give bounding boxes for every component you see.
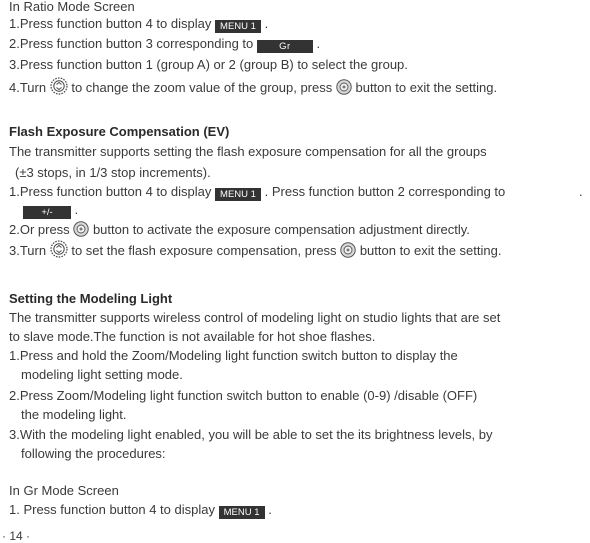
ratio-step-1 xyxy=(9,16,268,33)
modeling-desc-1: The transmitter supports wireless control of modeling light on studio lights that are set xyxy=(9,310,501,325)
menu-1-chip: MENU 1 xyxy=(215,188,261,201)
flash-step-3 xyxy=(9,240,501,262)
step-text: . xyxy=(579,184,583,199)
step-text: 2.Press function button 3 corresponding to xyxy=(9,36,254,51)
ratio-step-2 xyxy=(9,36,320,53)
modeling-light-title: Setting the Modeling Light xyxy=(9,291,173,306)
ratio-step-4 xyxy=(9,77,497,99)
gr-chip: Gr xyxy=(257,40,313,53)
dial-icon xyxy=(50,77,68,99)
ratio-mode-title: In Ratio Mode Screen xyxy=(9,0,135,14)
step-text: . xyxy=(268,502,272,517)
modeling-step-3: 3.With the modeling light enabled, you will be able to set the its brightness levels, by xyxy=(9,427,493,442)
flash-ec-desc-1: The transmitter supports setting the flash exposure compensation for all the groups xyxy=(9,144,487,159)
flash-ec-title: Flash Exposure Compensation (EV) xyxy=(9,124,230,139)
step-text: . Press function button 2 corresponding to xyxy=(264,184,506,199)
step-text: button to activate the exposure compensation adjustment directly. xyxy=(92,222,470,237)
page-number: · 14 · xyxy=(2,529,31,543)
set-button-icon xyxy=(340,242,356,262)
step-text: 1.Press function button 4 to display xyxy=(9,16,212,31)
flash-step-1 xyxy=(9,184,590,201)
menu-1-chip: MENU 1 xyxy=(219,506,265,519)
step-text: to set the flash exposure compensation, press xyxy=(71,243,337,258)
gr-mode-title: In Gr Mode Screen xyxy=(9,483,119,498)
set-button-icon xyxy=(73,221,89,241)
step-text: 4.Turn xyxy=(9,80,47,95)
flash-step-1-cont xyxy=(23,202,78,219)
menu-1-chip: MENU 1 xyxy=(215,20,261,33)
step-text: 2.Or press xyxy=(9,222,70,237)
flash-ec-desc-2: (±3 stops, in 1/3 stop increments). xyxy=(15,165,211,180)
modeling-step-2: 2.Press Zoom/Modeling light function switch button to enable (0-9) /disable (OFF) xyxy=(9,388,478,403)
step-text: to change the zoom value of the group, press xyxy=(71,80,333,95)
step-text: . xyxy=(264,16,269,31)
plus-minus-chip: +/- xyxy=(23,206,71,219)
step-text: 3.Turn xyxy=(9,243,47,258)
step-text: 1. Press function button 4 to display xyxy=(9,502,215,517)
modeling-step-3-cont: following the procedures: xyxy=(21,446,166,461)
modeling-desc-2: to slave mode.The function is not available for hot shoe flashes. xyxy=(9,329,376,344)
step-text: 1.Press function button 4 to display xyxy=(9,184,212,199)
modeling-step-1: 1.Press and hold the Zoom/Modeling light function switch button to display the xyxy=(9,348,458,363)
dial-icon xyxy=(50,240,68,262)
ratio-step-3: 3.Press function button 1 (group A) or 2 (group B) to select the group. xyxy=(9,57,408,72)
modeling-step-1-cont: modeling light setting mode. xyxy=(21,367,183,382)
gr-step-1 xyxy=(9,502,272,519)
step-text: . xyxy=(74,202,79,217)
modeling-step-2-cont: the modeling light. xyxy=(21,407,127,422)
set-button-icon xyxy=(336,79,352,99)
step-text: button to exit the setting. xyxy=(359,243,502,258)
flash-step-2 xyxy=(9,221,470,241)
step-text: button to exit the setting. xyxy=(355,80,498,95)
step-text: . xyxy=(316,36,321,51)
